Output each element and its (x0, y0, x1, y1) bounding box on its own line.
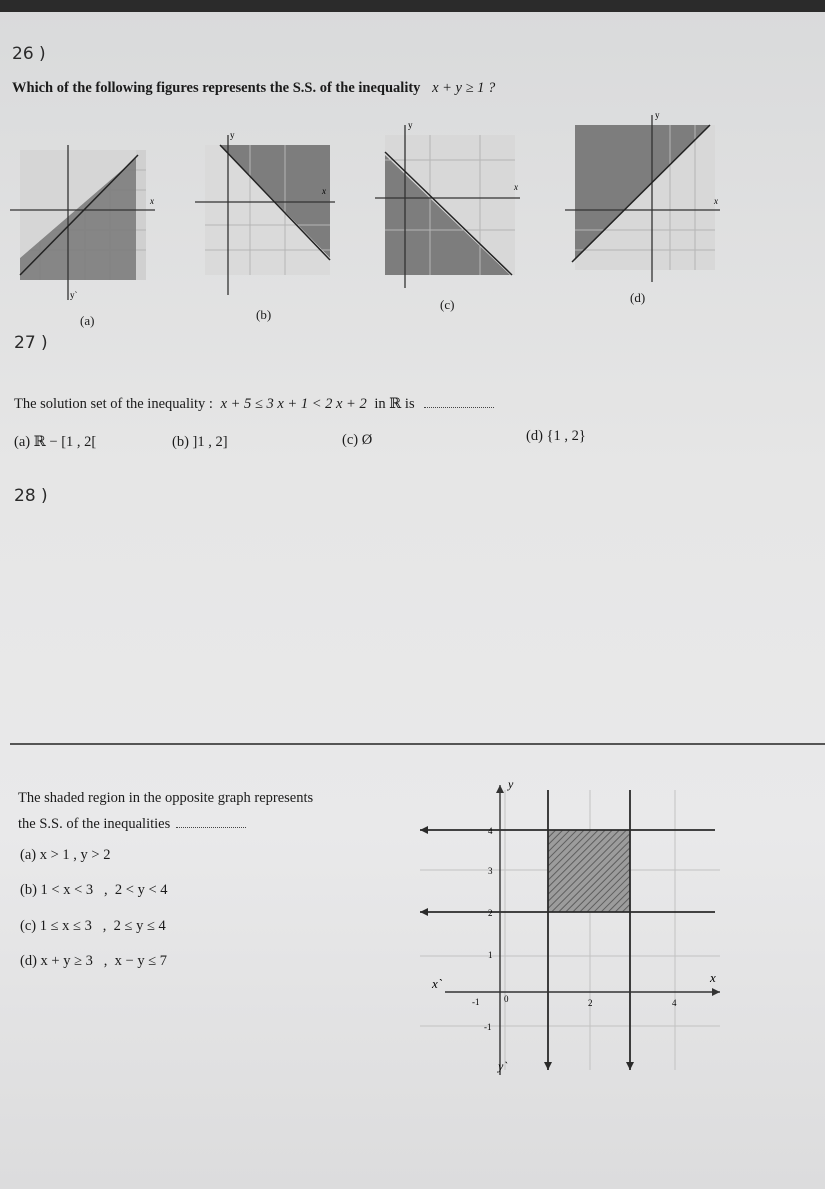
question-27-text: The solution set of the inequality : x + 5 ≤ 3 x + 1 < 2 x + 2 in ℝ is (14, 396, 494, 413)
y-tick: 1 (488, 950, 493, 960)
q29-option-b[interactable]: (b) 1 < x < 3 , 2 < y < 4 (20, 882, 168, 898)
q29-option-c[interactable]: (c) 1 ≤ x ≤ 3 , 2 ≤ y ≤ 4 (20, 918, 166, 934)
y-axis-label: y (508, 777, 514, 791)
q27-option-a[interactable]: (a) ℝ − [1 , 2[ (14, 434, 97, 450)
top-bezel (0, 0, 825, 12)
x-axis-label: x (710, 970, 716, 985)
region-graph (410, 770, 730, 1090)
svg-text:y`: y` (70, 290, 78, 300)
q29-line2: the S.S. of the inequalities (18, 816, 246, 833)
x-tick: -1 (472, 997, 480, 1007)
question-27-number: 27 ) (14, 333, 48, 353)
q27-option-b[interactable]: (b) ]1 , 2] (172, 434, 228, 450)
figure-c (370, 120, 525, 290)
y-tick: 3 (488, 866, 493, 876)
x-tick: 4 (672, 998, 677, 1008)
svg-text:y: y (230, 130, 235, 140)
y-tick: 4 (488, 826, 493, 836)
svg-text:x: x (514, 182, 518, 192)
figure-d (560, 110, 725, 285)
y-tick: 2 (488, 908, 493, 918)
x-tick: 2 (588, 998, 593, 1008)
question-26-number: 26 ) (12, 44, 46, 64)
svg-text:x: x (322, 186, 326, 196)
q27-option-c[interactable]: (c) Ø (342, 432, 373, 448)
section-divider (10, 743, 825, 745)
shaded-region (548, 830, 630, 912)
q29-option-d[interactable]: (d) x + y ≥ 3 , x − y ≤ 7 (20, 953, 168, 969)
figure-a (10, 140, 160, 305)
svg-text:x: x (150, 196, 154, 206)
figure-b-label: (b) (256, 307, 272, 322)
question-26-text: Which of the following figures represents the S.S. of the inequality x + y ≥ 1 ? (12, 80, 496, 96)
y-neg-axis-label: y` (498, 1059, 508, 1073)
q29-option-a[interactable]: (a) x > 1 , y > 2 (20, 847, 111, 863)
figure-d-label: (d) (630, 290, 646, 305)
x-tick: 0 (504, 994, 509, 1004)
x-neg-axis-label: x` (432, 976, 443, 991)
svg-text:y: y (655, 110, 660, 120)
q27-option-d[interactable]: (d) {1 , 2} (526, 428, 586, 444)
figure-c-label: (c) (440, 297, 455, 312)
answer-blank-2 (176, 827, 246, 828)
answer-blank (424, 407, 494, 408)
svg-text:x: x (714, 196, 718, 206)
figure-a-label: (a) (80, 313, 95, 328)
y-tick: -1 (484, 1022, 492, 1032)
figure-b (190, 130, 340, 300)
q29-line1: The shaded region in the opposite graph represents (18, 790, 314, 806)
svg-text:y: y (408, 120, 413, 130)
question-28-number: 28 ) (14, 486, 48, 506)
